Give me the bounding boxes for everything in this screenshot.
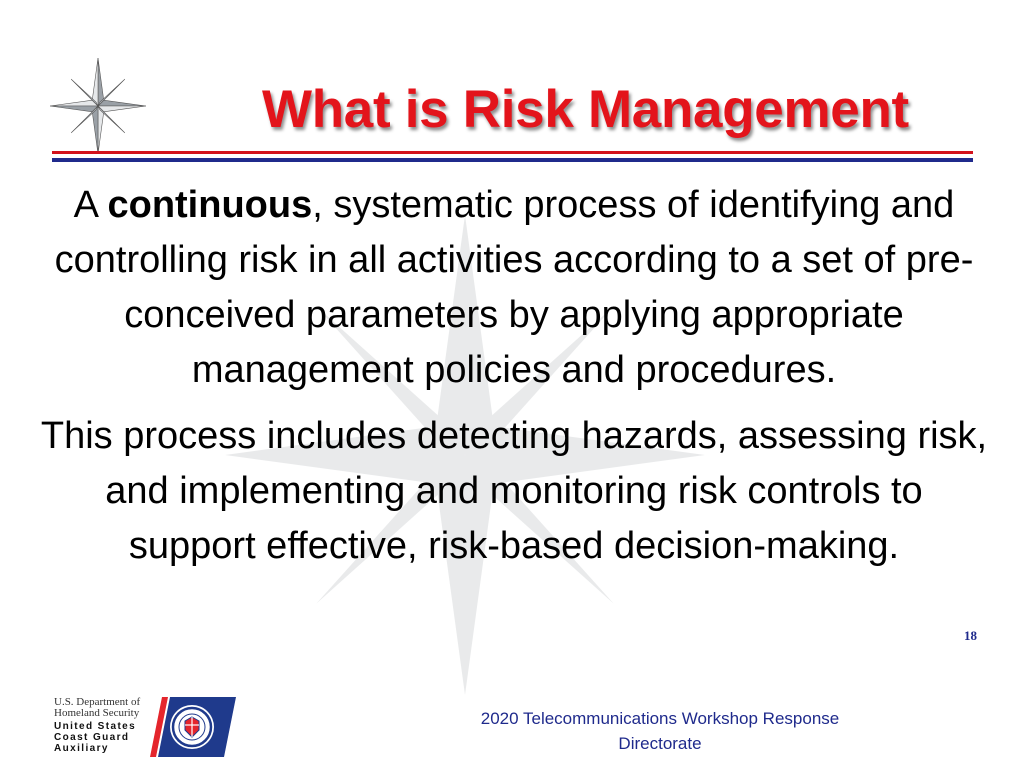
uscg-wordmark: United States Coast Guard Auxiliary [54, 721, 137, 754]
process-paragraph: This process includes detecting hazards, assessing risk, and implementing and monitoring risk controls to support effective, risk-based decision-making. [40, 415, 988, 567]
coast-guard-seal-icon [136, 697, 236, 757]
page-number: 18 [964, 628, 977, 643]
title-rule-red [52, 151, 973, 154]
footer-line-2: Directorate [618, 734, 702, 753]
slide-title: What is Risk Management [262, 80, 909, 139]
definition-intro: A [73, 184, 108, 226]
footer-text [440, 706, 880, 756]
footer-line-1: 2020 Telecommunications Workshop Response [480, 709, 840, 728]
dhs-wordmark: U.S. Department of Homeland Security [54, 696, 141, 719]
compass-rose-icon [50, 58, 146, 154]
definition-rest: , systematic process of identifying and controlling risk in all activities according to a set of pre-conceived parameters by applying appropriate management policies and procedures. [54, 184, 974, 391]
definition-bold-word: continuous [107, 184, 313, 226]
definition-paragraph [40, 178, 988, 398]
title-rule-blue [52, 158, 973, 162]
slide-body [40, 178, 988, 574]
coast-guard-auxiliary-logo [52, 697, 252, 759]
